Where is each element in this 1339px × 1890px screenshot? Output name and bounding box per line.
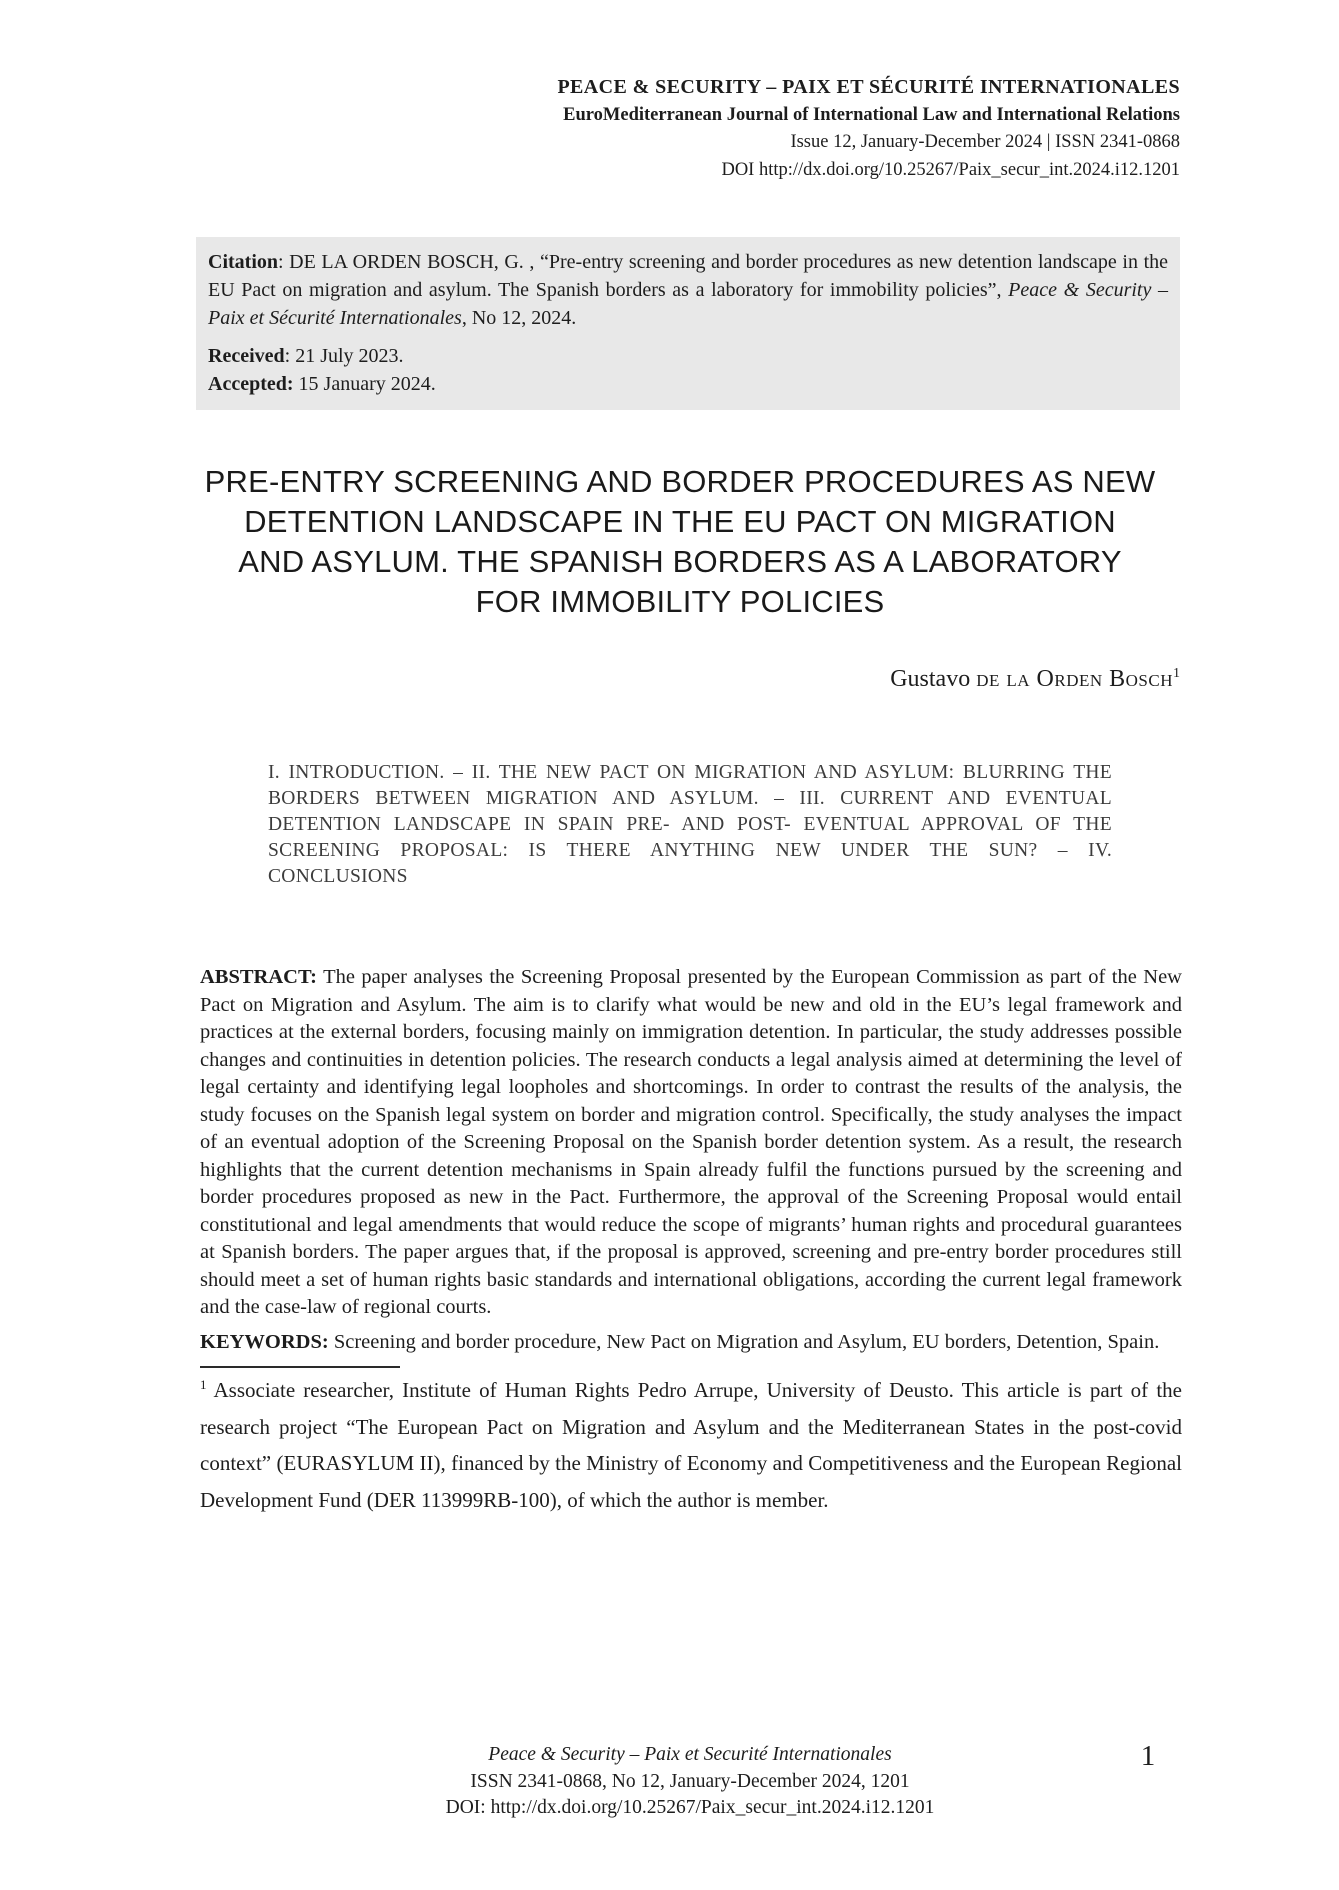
received-label: Received: [208, 345, 285, 367]
accepted-label: Accepted:: [208, 373, 294, 395]
journal-title: PEACE & SECURITY – PAIX ET SÉCURITÉ INTERNATIONALES: [557, 76, 1180, 98]
footnote-separator: [200, 1366, 400, 1368]
footer-issn-line: ISSN 2341-0868, No 12, January-December 2024, 1201: [470, 1770, 910, 1792]
journal-issue-issn: Issue 12, January-December 2024 | ISSN 2341-0868: [790, 132, 1180, 152]
article-body: [200, 964, 1182, 1518]
citation-suffix: , No 12, 2024.: [461, 307, 577, 329]
journal-subtitle: EuroMediterranean Journal of International Law and International Relations: [563, 104, 1180, 125]
accepted-line: [208, 370, 1168, 398]
author-line: [200, 666, 1180, 693]
received-line: [208, 342, 1168, 370]
footer-journal-name: Peace & Security – Paix et Securité Internationales: [488, 1744, 892, 1765]
author-first-name: Gustavo: [890, 666, 977, 692]
abstract-text: The paper analyses the Screening Proposal presented by the European Commission as part of the New Pact on Migration and Asylum. The aim is to clarify what would be new and old in the EU’s legal framework and practices at the external borders, focusing mainly on immigration detention. In particular, the study addresses possible changes and continuities in detention policies. The research conducts a legal analysis aimed at determining the level of legal certainty and identifying legal loopholes and shortcomings. In order to contrast the results of the analysis, the study focuses on the Spanish legal system on border and migration control. Specifically, the study analyses the impact of an eventual adoption of the Screening Proposal on the Spanish border detention system. As a result, the research highlights that the current detention mechanisms in Spain already fulfil the functions pursued by the screening and border procedures proposed as new in the Pact. Furthermore, the approval of the Screening Proposal would entail constitutional and legal amendments that would reduce the scope of migrants’ human rights and procedural guarantees at Spanish borders. The paper argues that, if the proposal is approved, screening and pre-entry border procedures still should meet a set of human rights basic standards and international obligations, according the current legal framework and the case-law of regional courts.: [200, 966, 1182, 1318]
footnote-paragraph: [200, 1372, 1182, 1518]
journal-doi: DOI http://dx.doi.org/10.25267/Paix_secur_int.2024.i12.1201: [721, 159, 1180, 180]
footnote-text: Associate researcher, Institute of Human Rights Pedro Arrupe, University of Deusto. This article is part of the research project “The European Pact on Migration and Asylum and the Mediterranean States in the post-covid context” (EURASYLUM II), financed by the Ministry of Economy and Competitiveness and the European Regional Development Fund (DER 113999RB-100), of which the author is member.: [200, 1378, 1182, 1512]
accepted-value: 15 January 2024.: [293, 373, 436, 395]
author-footnote-mark: 1: [1173, 666, 1180, 681]
author-last-name: de la Orden Bosch: [976, 666, 1173, 692]
page-number: 1: [1140, 1740, 1156, 1772]
abstract-label: ABSTRACT:: [200, 966, 317, 988]
abstract-paragraph: [200, 964, 1182, 1322]
footer-doi-line: DOI: http://dx.doi.org/10.25267/Paix_secur_int.2024.i12.1201: [445, 1797, 935, 1818]
article-title-line: PRE-ENTRY SCREENING AND BORDER PROCEDURES AS NEW: [204, 464, 1156, 499]
footnote-mark: 1: [200, 1377, 207, 1392]
keywords-text: Screening and border procedure, New Pact on Migration and Asylum, EU borders, Detention, Spain.: [328, 1330, 1160, 1353]
article-title-line: FOR IMMOBILITY POLICIES: [475, 584, 885, 619]
keywords-paragraph: [200, 1329, 1182, 1357]
keywords-label: KEYWORDS:: [200, 1330, 329, 1353]
table-of-contents: I. INTRODUCTION. – II. THE NEW PACT ON MIGRATION AND ASYLUM: BLURRING THE BORDERS BETWEEN MIGRATION AND ASYLUM. – III. CURRENT AND EVENTUAL DETENTION LANDSCAPE IN SPAIN PRE- AND POST- EVENTUAL APPROVAL OF THE SCREENING PROPOSAL: IS THERE ANYTHING NEW UNDER THE SUN? – IV. CONCLUSIONS: [268, 762, 1112, 887]
citation-box: [196, 237, 1180, 410]
journal-header: [200, 74, 1180, 184]
article-title: [180, 462, 1180, 622]
page-footer: [200, 1742, 1180, 1822]
citation-label: Citation: [208, 251, 278, 273]
citation-journal-name: Peace & Security – Paix et Sécurité Internationales: [208, 279, 1168, 329]
received-value: : 21 July 2023.: [284, 345, 404, 367]
article-title-line: DETENTION LANDSCAPE IN THE EU PACT ON MIGRATION: [244, 504, 1116, 539]
citation-paragraph: [208, 248, 1168, 332]
article-title-line: AND ASYLUM. THE SPANISH BORDERS AS A LABORATORY: [238, 544, 1122, 579]
citation-text: : DE LA ORDEN BOSCH, G. , “Pre-entry screening and border procedures as new detention landscape in the EU Pact on migration and asylum. The Spanish borders as a laboratory for immobility policies”,: [208, 251, 1168, 301]
